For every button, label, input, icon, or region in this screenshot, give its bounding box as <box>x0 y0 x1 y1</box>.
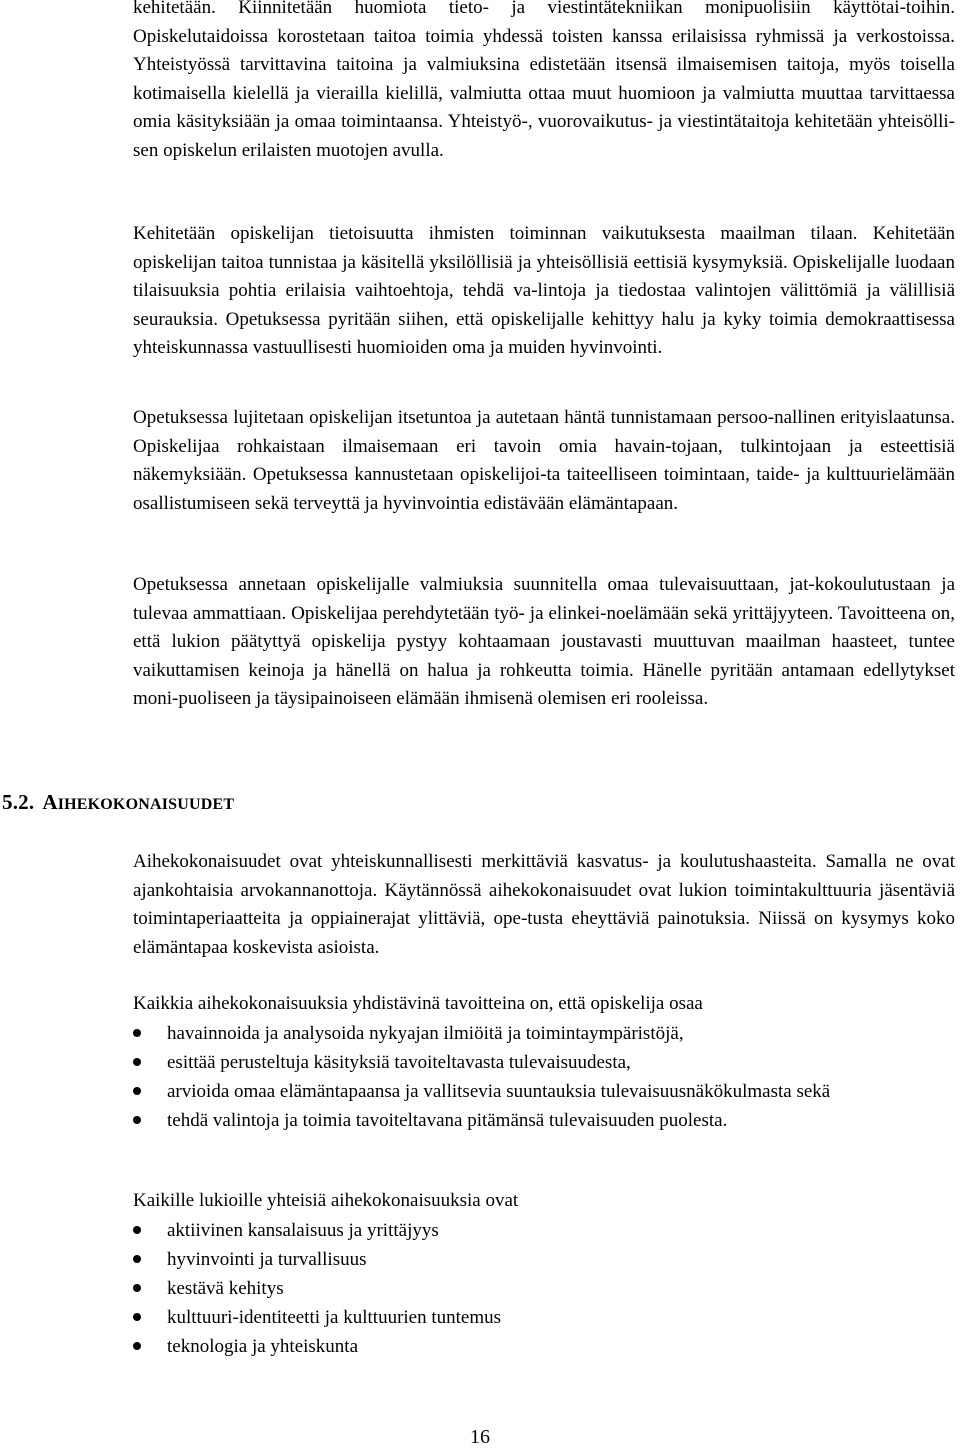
bullet-icon <box>133 1116 141 1124</box>
bullet-icon <box>133 1226 141 1234</box>
section-heading <box>2 790 234 815</box>
bullet-icon <box>133 1029 141 1037</box>
goals-list <box>133 1019 955 1135</box>
page-number: 16 <box>470 1426 490 1448</box>
list-item: kestävä kehitys <box>133 1274 955 1303</box>
paragraph-goals-lead: Kaikkia aihekokonaisuuksia yhdistävinä tavoitteina on, että opiskelija osaa <box>133 993 703 1014</box>
section-number: 5.2. <box>2 790 35 814</box>
list-item: kulttuuri-identiteetti ja kulttuurien tuntemus <box>133 1303 955 1332</box>
paragraph-themes-lead: Kaikille lukioille yhteisiä aihekokonaisuuksia ovat <box>133 1190 519 1211</box>
list-item: havainnoida ja analysoida nykyajan ilmiöitä ja toimintaympäristöjä, <box>133 1019 955 1048</box>
list-item: teknologia ja yhteiskunta <box>133 1332 955 1361</box>
list-item: hyvinvointi ja turvallisuus <box>133 1245 955 1274</box>
paragraph-self-esteem: Opetuksessa lujitetaan opiskelijan itsetuntoa ja autetaan häntä tunnistamaan persoo-nallinen erityislaatunsa. Opiskelijaa rohkaistaan ilmaisemaan eri tavoin omia havain-tojaan, tulkintojaan ja esteettisiä näkemyksiään. Opetuksessa kannustetaan opiskelijoi-ta taiteelliseen toimintaan, taide- ja kulttuurielämään osallistumiseen sekä terveyttä ja hyvinvointia edistävään elämäntapaan. <box>133 407 955 514</box>
list-item: aktiivinen kansalaisuus ja yrittäjyys <box>133 1216 955 1245</box>
list-item: tehdä valintoja ja toimia tavoiteltavana pitämänsä tulevaisuuden puolesta. <box>133 1106 955 1135</box>
bullet-icon <box>133 1284 141 1292</box>
section-title-rest: IHEKOKONAISUUDET <box>57 796 235 813</box>
paragraph-future: Opetuksessa annetaan opiskelijalle valmiuksia suunnitella omaa tulevaisuuttaan, jat-kokoulutustaan ja tulevaa ammattiaan. Opiskelijaa perehdytetään työ- ja elinkei-noelämään sekä yrittäjyyteen. Tavoitteena on, että lukion päätyttyä opiskelija pystyy kohtaamaan joustavasti muuttuvan maailman haasteet, tuntee vaikuttamisen keinoja ja hänellä on halua ja rohkeutta toimia. Hänelle pyritään antamaan edellytykset moni-puoliseen ja täysipainoiseen elämään ihmisenä olemisen eri rooleissa. <box>133 574 955 709</box>
bullet-icon <box>133 1255 141 1263</box>
paragraph-study-skills: kehitetään. Kiinnitetään huomiota tieto- ja viestintätekniikan monipuolisiin käyttötai-toihin. Opiskelutaidoissa korostetaan taitoa toimia yhdessä toisten kanssa erilaisissa ryhmissä ja verkostoissa. Yhteistyössä tarvittavina taitoina ja valmiuksina edistetään itsensä ilmaisemisen taitoja, myös toisella kotimaisella kielellä ja vierailla kielillä, valmiutta ottaa muut huomioon ja valmiutta muuttaa tarvittaessa omia käsityksiään ja omaa toimintaansa. Yhteistyö-, vuorovaikutus- ja viestintätaitoja kehitetään yhteisölli-sen opiskelun erilaisten muotojen avulla. <box>133 0 955 161</box>
section-title-initial: A <box>42 790 58 814</box>
themes-list <box>133 1216 955 1361</box>
bullet-icon <box>133 1313 141 1321</box>
bullet-icon <box>133 1058 141 1066</box>
list-item: arvioida omaa elämäntapaansa ja vallitsevia suuntauksia tulevaisuusnäkökulmasta sekä <box>133 1077 955 1106</box>
bullet-icon <box>133 1342 141 1350</box>
paragraph-section-intro: Aihekokonaisuudet ovat yhteiskunnallisesti merkittäviä kasvatus- ja koulutushaasteita. Samalla ne ovat ajankohtaisia arvokannanottoja. Käytännössä aihekokonaisuudet ovat lukion toimintakulttuuria jäsentäviä toimintaperiaatteita ja oppiainerajat ylittäviä, ope-tusta eheyttäviä painotuksia. Niissä on kysymys koko elämäntapaa koskevista asioista. <box>133 851 955 958</box>
bullet-icon <box>133 1087 141 1095</box>
list-item: esittää perusteltuja käsityksiä tavoiteltavasta tulevaisuudesta, <box>133 1048 955 1077</box>
paragraph-ethics: Kehitetään opiskelijan tietoisuutta ihmisten toiminnan vaikutuksesta maailman tilaan. Kehitetään opiskelijan taitoa tunnistaa ja käsitellä yksilöllisiä ja yhteisöllisiä eettisiä kysymyksiä. Opiskelijalle luodaan tilaisuuksia pohtia erilaisia vaihtoehtoja, tehdä va-lintoja ja tiedostaa valintojen välittömiä ja välillisiä seurauksia. Opetuksessa pyritään siihen, että opiskelijalle kehittyy halu ja kyky toimia demokraattisessa yhteiskunnassa vastuullisesti huomioiden oma ja muiden hyvinvointi. <box>133 223 955 358</box>
